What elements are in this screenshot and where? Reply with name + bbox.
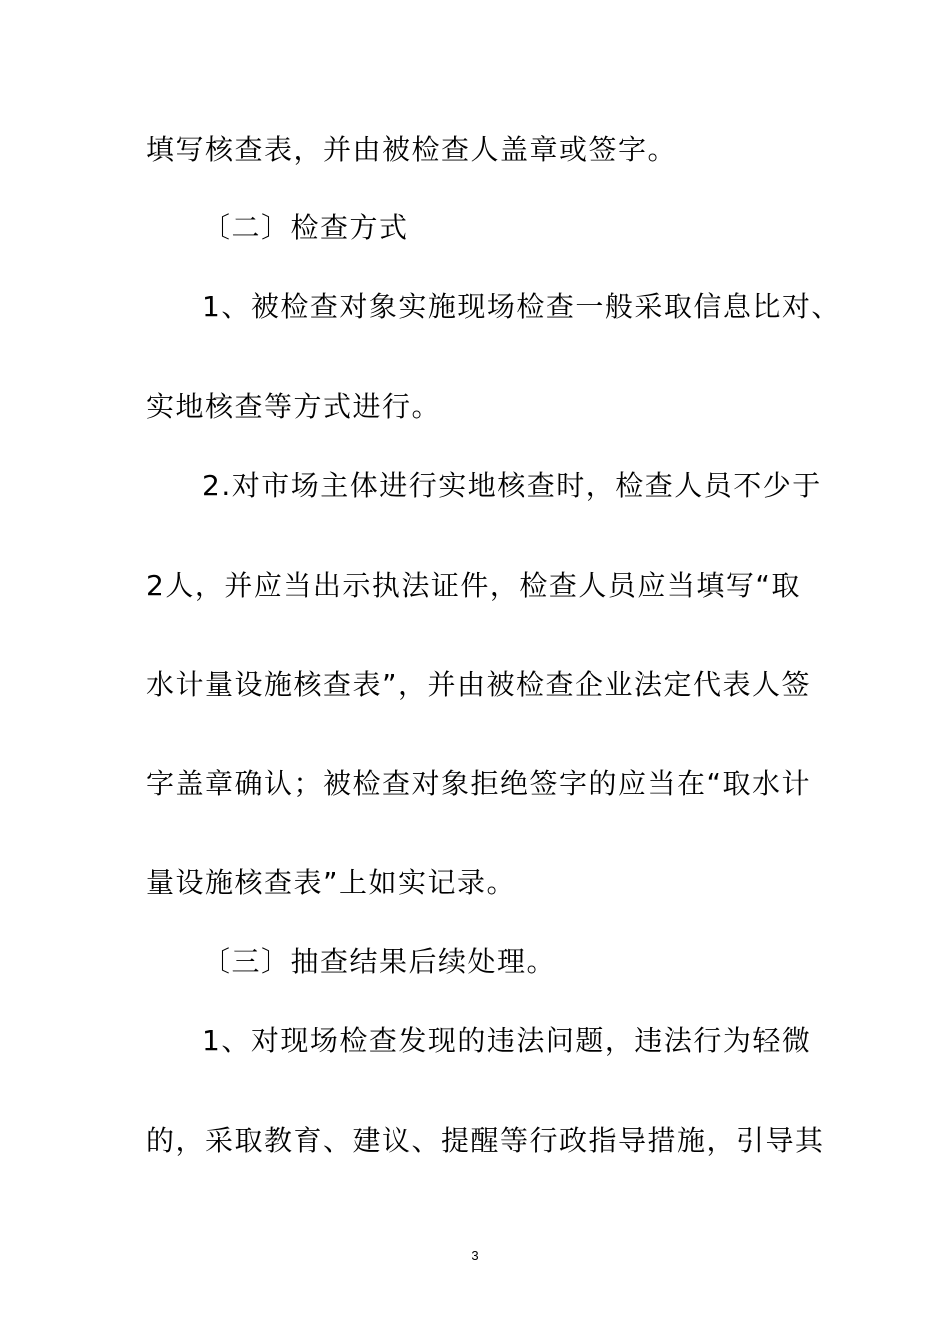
section-heading-inspection-method: 〔二〕检查方式: [202, 211, 409, 244]
text-line-11: 1、对现场检查发现的违法问题，违法行为轻微: [202, 1024, 812, 1057]
section-heading-follow-up: 〔三〕抽查结果后续处理。: [202, 945, 557, 978]
text-line-9: 量设施核查表”上如实记录。: [146, 866, 517, 899]
text-line-12: 的，采取教育、建议、提醒等行政指导措施，引导其: [146, 1124, 825, 1157]
text-line-3: 1、被检查对象实施现场检查一般采取信息比对、: [202, 290, 841, 323]
text-line-1: 填写核查表，并由被检查人盖章或签字。: [146, 133, 678, 166]
page-number: 3: [471, 1248, 479, 1263]
text-line-4: 实地核查等方式进行。: [146, 390, 442, 423]
text-line-8: 字盖章确认；被检查对象拒绝签字的应当在“取水计: [146, 767, 812, 800]
text-line-5: 2.对市场主体进行实地核查时，检查人员不少于: [202, 469, 822, 502]
text-line-6: 2人，并应当出示执法证件，检查人员应当填写“取: [146, 569, 801, 602]
text-line-7: 水计量设施核查表”，并由被检查企业法定代表人签: [146, 668, 812, 701]
